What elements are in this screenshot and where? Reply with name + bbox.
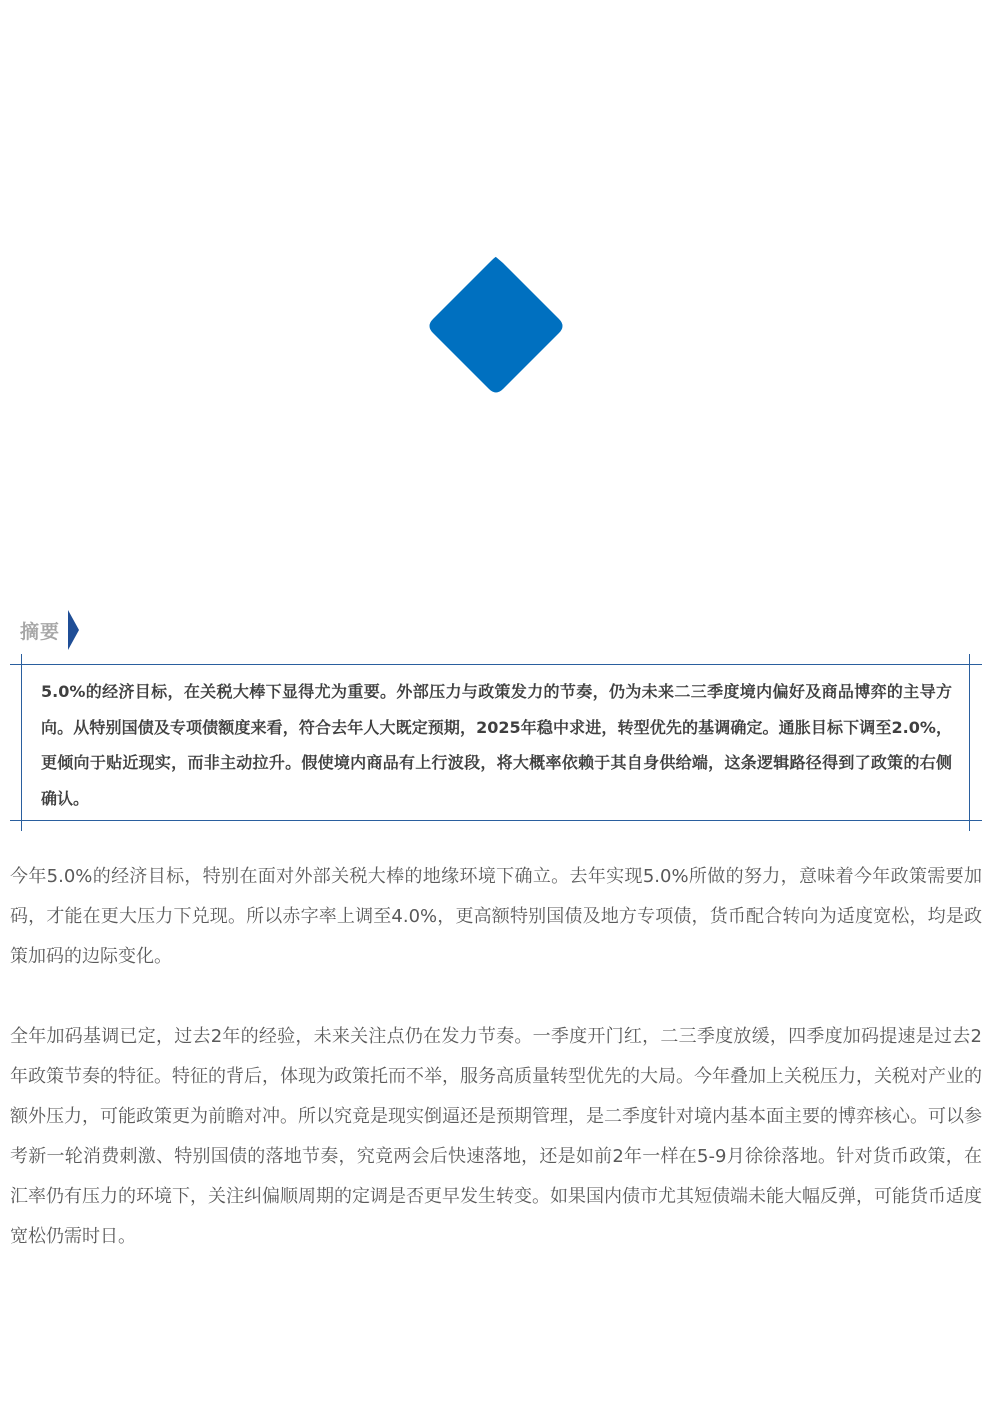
- abstract-header: [20, 610, 80, 650]
- body-paragraph: 今年5.0%的经济目标，特别在面对外部关税大棒的地缘环境下确立。去年实现5.0%所做的努力，意味着今年政策需要加码，才能在更大压力下兑现。所以赤字率上调至4.0%，更高额特别国债及地方专项债，货币配合转向为适度宽松，均是政策加码的边际变化。: [10, 866, 982, 967]
- abstract-left-rule: [21, 654, 22, 831]
- abstract-box: [10, 654, 982, 831]
- abstract-right-rule: [969, 654, 970, 831]
- abstract-top-rule: [10, 664, 982, 665]
- body-paragraph: 全年加码基调已定，过去2年的经验，未来关注点仍在发力节奏。一季度开门红，二三季度放缓，四季度加码提速是过去2年政策节奏的特征。特征的背后，体现为政策托而不举，服务高质量转型优先的大局。今年叠加上关税压力，关税对产业的额外压力，可能政策更为前瞻对冲。所以究竟是现实倒逼还是预期管理，是二季度针对境内基本面主要的博弈核心。可以参考新一轮消费刺激、特别国债的落地节奏，究竟两会后快速落地，还是如前2年一样在5-9月徐徐落地。针对货币政策，在汇率仍有压力的环境下，关注纠偏顺周期的定调是否更早发生转变。如果国内债市尤其短债端未能大幅反弹，可能货币适度宽松仍需时日。: [10, 1026, 982, 1247]
- abstract-text: 5.0%的经济目标，在关税大棒下显得尤为重要。外部压力与政策发力的节奏，仍为未来二三季度境内偏好及商品博弈的主导方向。从特别国债及专项债额度来看，符合去年人大既定预期，2025年稳中求进，转型优先的基调确定。通胀目标下调至2.0%，更倾向于贴近现实，而非主动拉升。假使境内商品有上行波段，将大概率依赖于其自身供给端，这条逻辑路径得到了政策的右侧确认。: [41, 682, 952, 808]
- abstract-label: 摘要: [20, 620, 61, 643]
- arrow-right-icon: [68, 610, 80, 650]
- abstract-bottom-rule: [10, 820, 982, 821]
- blue-diamond-logo-icon: [425, 255, 567, 397]
